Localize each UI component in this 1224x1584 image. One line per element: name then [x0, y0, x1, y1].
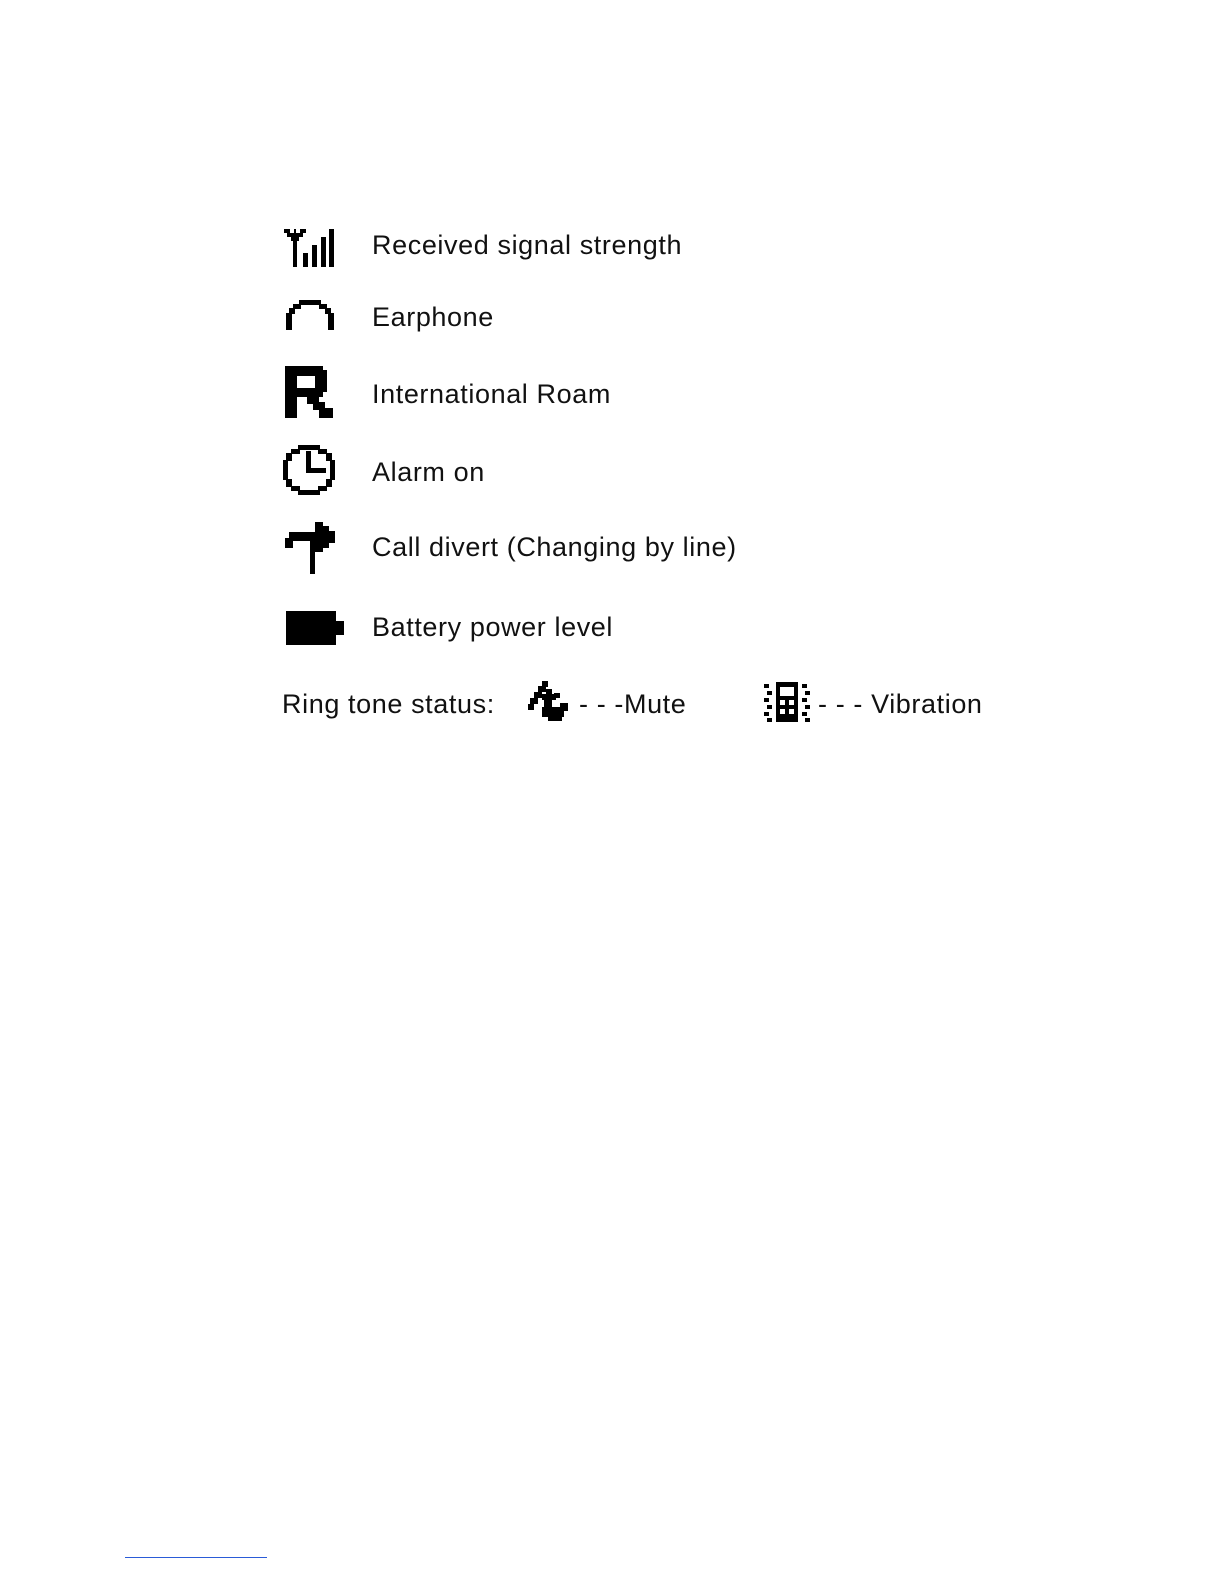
signal-strength-icon	[284, 229, 334, 267]
legend-label-battery: Battery power level	[372, 612, 614, 642]
roaming-icon	[285, 366, 335, 418]
alarm-clock-icon	[283, 445, 335, 495]
call-divert-icon	[285, 520, 339, 574]
legend-label-call-divert: Call divert (Changing by line)	[372, 532, 737, 562]
legend-label-signal-strength: Received signal strength	[372, 230, 683, 260]
earphone-icon	[285, 300, 335, 330]
mute-label: - - -Mute	[579, 689, 687, 719]
ring-tone-status-label: Ring tone status:	[282, 689, 495, 719]
battery-icon	[286, 611, 344, 645]
legend-label-roaming: International Roam	[372, 379, 611, 409]
vibration-icon	[764, 682, 810, 722]
vibration-label: - - - Vibration	[818, 689, 983, 719]
mute-icon	[528, 681, 570, 721]
footnote-separator	[125, 1557, 267, 1558]
legend-label-alarm: Alarm on	[372, 457, 485, 487]
legend-label-earphone: Earphone	[372, 302, 494, 332]
